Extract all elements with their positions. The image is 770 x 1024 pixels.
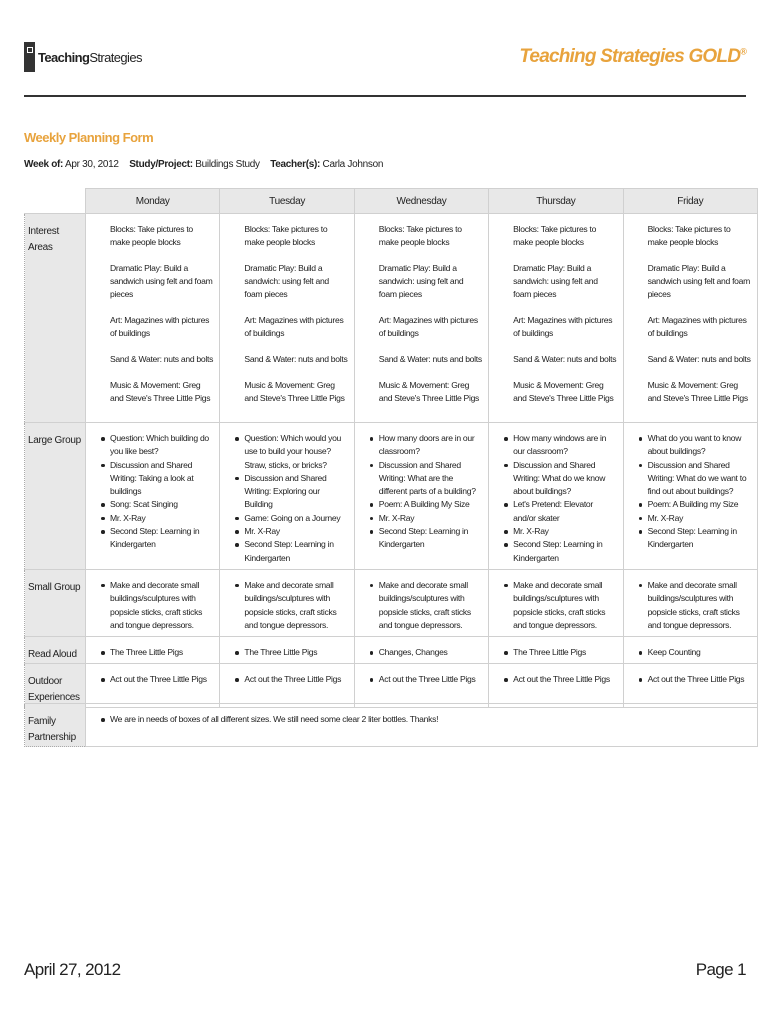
bullet-item: What do you want to know about buildings?	[639, 432, 751, 459]
plan-cell-friday	[623, 214, 757, 423]
planning-table	[24, 188, 758, 708]
bullet-item: Poem: A Building my Size	[639, 498, 751, 511]
row-label: Family Partnership	[25, 704, 86, 747]
activity-item: Blocks: Take pictures to make people blocks	[647, 224, 731, 247]
header-divider	[24, 95, 746, 97]
row-interest-areas	[25, 214, 758, 423]
bullet-item: Question: Which would you use to build your house? Straw, sticks, or bricks?	[235, 432, 347, 472]
family-partnership-table	[24, 703, 758, 747]
row-small-group	[25, 569, 758, 636]
row-read-aloud	[25, 637, 758, 664]
activity-item: Music & Movement: Greg and Steve's Three Little Pigs	[244, 380, 345, 403]
plan-cell-tuesday	[220, 637, 354, 664]
bullet-item: Mr. X-Ray	[235, 525, 347, 538]
row-label: Interest Areas	[25, 214, 86, 423]
bullet-item: Make and decorate small buildings/sculptures with popsicle sticks, craft sticks and tongue depressors.	[101, 579, 213, 632]
bullet-item: Mr. X-Ray	[504, 525, 616, 538]
bullet-item: Discussion and Shared Writing: What do we want to find out about buildings?	[639, 459, 751, 499]
bullet-item: Act out the Three Little Pigs	[639, 673, 751, 686]
bullet-item: Mr. X-Ray	[101, 512, 213, 525]
bullet-item: Second Step: Learning in Kindergarten	[235, 538, 347, 565]
activity-item: Sand & Water: nuts and bolts	[513, 354, 617, 364]
bullet-item: Question: Which building do you like best?	[101, 432, 213, 459]
activity-item: Dramatic Play: Build a sandwich using felt and foam pieces	[647, 263, 750, 299]
logo-bold: Teaching	[38, 49, 90, 65]
activity-item: Music & Movement: Greg and Steve's Three Little Pigs	[378, 380, 480, 403]
activity-item: Blocks: Take pictures to make people blocks	[513, 224, 597, 247]
activity-item: Sand & Water: nuts and bolts	[647, 354, 751, 364]
plan-cell-friday	[623, 569, 757, 636]
bullet-item: Act out the Three Little Pigs	[370, 673, 482, 686]
plan-cell-tuesday	[220, 664, 354, 708]
bullet-item: The Three Little Pigs	[504, 646, 616, 659]
activity-item: Blocks: Take pictures to make people blocks	[244, 224, 328, 247]
day-header-tuesday: Tuesday	[220, 189, 354, 214]
plan-cell-wednesday	[354, 664, 488, 708]
teacher-label: Teacher(s):	[270, 159, 321, 170]
plan-cell-thursday	[489, 214, 623, 423]
plan-cell-monday	[86, 214, 220, 423]
form-title: Weekly Planning Form	[24, 130, 154, 145]
day-header-friday: Friday	[623, 189, 757, 214]
plan-cell-thursday	[489, 569, 623, 636]
activity-item: Art: Magazines with pictures of buildings	[513, 315, 613, 338]
activity-item: Dramatic Play: Build a sandwich: using felt and foam pieces	[244, 263, 329, 299]
activity-item: Dramatic Play: Build a sandwich: using felt and foam pieces	[378, 263, 464, 299]
bullet-item: Changes, Changes	[370, 646, 482, 659]
bullet-item: How many windows are in our classroom?	[504, 432, 616, 459]
bullet-item: The Three Little Pigs	[101, 646, 213, 659]
row-label: Small Group	[25, 569, 86, 636]
bullet-item: Act out the Three Little Pigs	[101, 673, 213, 686]
plan-cell-tuesday	[220, 214, 354, 423]
week-label: Week of:	[24, 159, 64, 170]
bullet-item: Discussion and Shared Writing: What are the different parts of a building?	[370, 459, 482, 499]
plan-cell-friday	[623, 664, 757, 708]
bullet-item: The Three Little Pigs	[235, 646, 347, 659]
product-name: Teaching Strategies GOLD	[519, 46, 741, 67]
row-label: Large Group	[25, 423, 86, 570]
plan-cell-thursday	[489, 423, 623, 570]
family-partnership-row	[25, 704, 758, 747]
activity-item: Art: Magazines with pictures of buildings	[110, 315, 210, 338]
plan-cell-friday	[623, 637, 757, 664]
activity-item: Music & Movement: Greg and Steve's Three Little Pigs	[647, 380, 748, 403]
page-number: Page 1	[695, 960, 746, 979]
logo-book-icon	[24, 42, 35, 72]
activity-item: Music & Movement: Greg and Steve's Three Little Pigs	[513, 380, 614, 403]
bullet-item: Discussion and Shared Writing: Exploring our Building	[235, 472, 347, 512]
bullet-item: Second Step: Learning in Kindergarten	[504, 538, 616, 565]
activity-item: Art: Magazines with pictures of buildings	[378, 315, 478, 338]
bullet-item: We are in needs of boxes of all different sizes. We still need some clear 2 liter bottles. Thanks!	[101, 713, 751, 726]
day-header-monday: Monday	[86, 189, 220, 214]
footer-date: April 27, 2012	[24, 960, 121, 979]
plan-cell-tuesday	[220, 569, 354, 636]
plan-cell-wednesday	[354, 569, 488, 636]
teacher-value: Carla Johnson	[322, 159, 384, 170]
bullet-item: Make and decorate small buildings/sculptures with popsicle sticks, craft sticks and tongue depressors.	[504, 579, 616, 632]
study-label: Study/Project:	[129, 159, 193, 170]
bullet-item: Make and decorate small buildings/sculptures with popsicle sticks, craft sticks and tongue depressors.	[639, 579, 751, 632]
day-header-thursday: Thursday	[489, 189, 623, 214]
plan-cell-tuesday	[220, 423, 354, 570]
bullet-item: Act out the Three Little Pigs	[504, 673, 616, 686]
plan-cell-friday	[623, 423, 757, 570]
teaching-strategies-logo	[24, 42, 142, 72]
plan-cell-wednesday	[354, 637, 488, 664]
activity-item: Blocks: Take pictures to make people blocks	[378, 224, 462, 247]
row-label: Outdoor Experiences	[25, 664, 86, 708]
bullet-item: Song: Scat Singing	[101, 498, 213, 511]
plan-cell-monday	[86, 423, 220, 570]
bullet-item: Act out the Three Little Pigs	[235, 673, 347, 686]
activity-item: Art: Magazines with pictures of buildings	[244, 315, 344, 338]
bullet-item: Discussion and Shared Writing: Taking a look at buildings	[101, 459, 213, 499]
activity-item: Sand & Water: nuts and bolts	[378, 354, 482, 364]
study-value: Buildings Study	[195, 159, 260, 170]
bullet-item: Game: Going on a Journey	[235, 512, 347, 525]
bullet-item: Poem: A Building My Size	[370, 498, 482, 511]
bullet-item: Second Step: Learning in Kindergarten	[639, 525, 751, 552]
plan-cell-wednesday	[354, 214, 488, 423]
bullet-item: Second Step: Learning in Kindergarten	[370, 525, 482, 552]
activity-item: Art: Magazines with pictures of buildings	[647, 315, 747, 338]
day-header-wednesday: Wednesday	[354, 189, 488, 214]
plan-cell-thursday	[489, 637, 623, 664]
plan-cell-monday	[86, 664, 220, 708]
product-title	[519, 46, 746, 68]
plan-cell-thursday	[489, 664, 623, 708]
day-header-row	[25, 189, 758, 214]
registered-mark: ®	[740, 46, 746, 57]
bullet-item: Mr. X-Ray	[370, 512, 482, 525]
activity-item: Sand & Water: nuts and bolts	[244, 354, 348, 364]
bullet-item: Second Step: Learning in Kindergarten	[101, 525, 213, 552]
logo-light: Strategies	[89, 49, 142, 65]
bullet-item: Let's Pretend: Elevator and/or skater	[504, 498, 616, 525]
bullet-item: Keep Counting	[639, 646, 751, 659]
week-value: Apr 30, 2012	[65, 159, 119, 170]
plan-cell-monday	[86, 637, 220, 664]
row-outdoor-experiences	[25, 664, 758, 708]
plan-cell-wednesday	[354, 423, 488, 570]
activity-item: Dramatic Play: Build a sandwich using felt and foam pieces	[110, 263, 213, 299]
plan-cell-monday	[86, 569, 220, 636]
activity-item: Sand & Water: nuts and bolts	[110, 354, 214, 364]
family-partnership-cell	[86, 704, 758, 747]
bullet-item: Discussion and Shared Writing: What do we know about buildings?	[504, 459, 616, 499]
activity-item: Music & Movement: Greg and Steve's Three Little Pigs	[110, 380, 211, 403]
form-meta	[24, 159, 383, 170]
activity-item: Dramatic Play: Build a sandwich: using felt and foam pieces	[513, 263, 598, 299]
bullet-item: How many doors are in our classroom?	[370, 432, 482, 459]
bullet-item: Mr. X-Ray	[639, 512, 751, 525]
row-large-group	[25, 423, 758, 570]
row-label: Read Aloud	[25, 637, 86, 664]
bullet-item: Make and decorate small buildings/sculptures with popsicle sticks, craft sticks and tongue depressors.	[235, 579, 347, 632]
bullet-item: Make and decorate small buildings/sculptures with popsicle sticks, craft sticks and tongue depressors.	[370, 579, 482, 632]
activity-item: Blocks: Take pictures to make people blocks	[110, 224, 193, 247]
